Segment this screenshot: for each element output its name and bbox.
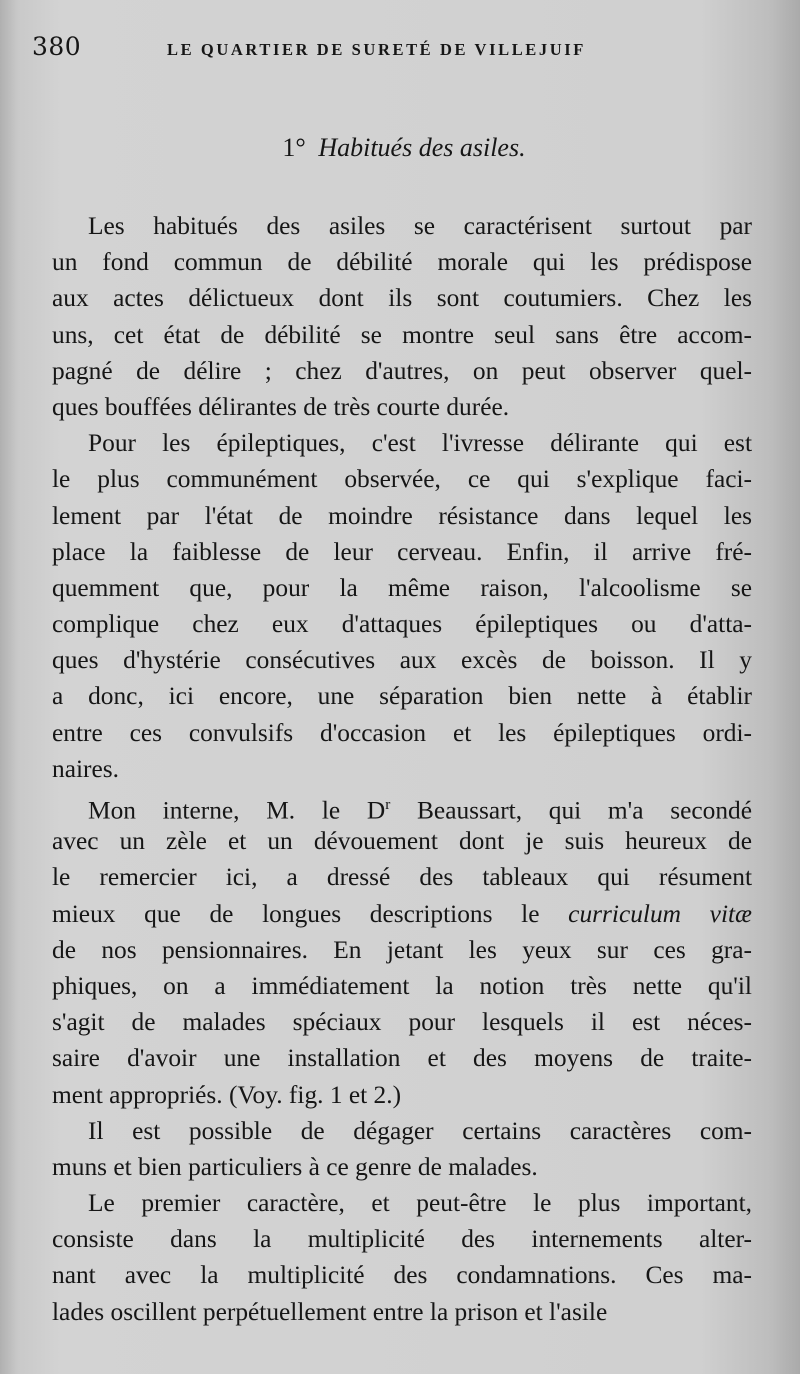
paragraph <box>52 425 752 787</box>
text-line: mieux que de longues descriptions le curriculum vitæ <box>52 899 752 928</box>
text-line: consiste dans la multiplicité des internements alter- <box>52 1225 752 1254</box>
text-line: Le premier caractère, et peut-être le plus important, <box>88 1189 752 1218</box>
paragraph <box>52 208 752 425</box>
text-line: Mon interne, M. le $D^r$ Beaussart, qui m'a secondé <box>88 796 752 825</box>
text-line: le plus communément observée, ce qui s'explique faci- <box>52 465 752 494</box>
text-line: entre ces convulsifs d'occasion et les épileptiques ordi- <box>52 718 752 747</box>
italic-phrase: curriculum vitæ <box>568 899 752 928</box>
text-line: quemment que, pour la même raison, l'alcoolisme se <box>52 573 752 602</box>
text-line: avec un zèle et un dévouement dont je suis heureux de <box>52 827 752 856</box>
text-line: ment appropriés. (Voy. fig. 1 et 2.) <box>52 1080 402 1109</box>
section-title: Habitués des asiles. <box>318 133 526 162</box>
text-line: Les habitués des asiles se caractérisent surtout par <box>88 212 752 240</box>
text-line: un fond commun de débilité morale qui les prédispose <box>52 248 752 277</box>
running-title: LE QUARTIER DE SURETÉ DE VILLEJUIF <box>167 40 586 59</box>
text-line: complique chez eux d'attaques épileptiques ou d'atta- <box>52 610 752 639</box>
text-line: lement par l'état de moindre résistance dans lequel les <box>52 501 752 530</box>
text-line: ques bouffées délirantes de très courte durée. <box>52 392 510 421</box>
body-text <box>52 208 752 1330</box>
text-line: phiques, on a immédiatement la notion très nette qu'il <box>52 971 752 1000</box>
text-line: saire d'avoir une installation et des moyens de traite- <box>52 1044 752 1073</box>
page-number: 380 <box>32 32 82 61</box>
text-line: Pour les épileptiques, c'est l'ivresse délirante qui est <box>88 429 752 458</box>
text-line: muns et bien particuliers à ce genre de malades. <box>52 1152 538 1181</box>
page-header <box>30 32 770 66</box>
text-line: place la faiblesse de leur cerveau. Enfin, il arrive fré- <box>52 537 752 566</box>
text-line: pagné de délire ; chez d'autres, on peut observer quel- <box>52 356 752 385</box>
text-line: Il est possible de dégager certains caractères com- <box>88 1116 752 1145</box>
section-number: 1° <box>282 133 306 162</box>
section-heading <box>0 133 800 163</box>
text-line: s'agit de malades spéciaux pour lesquels il est néces- <box>52 1008 752 1037</box>
text-line: aux actes délictueux dont ils sont coutumiers. Chez les <box>52 284 752 313</box>
text-line: le remercier ici, a dressé des tableaux qui résument <box>52 863 752 892</box>
text-line: lades oscillent perpétuellement entre la prison et l'asile <box>52 1297 608 1326</box>
text-line: ques d'hystérie consécutives aux excès de boisson. Il y <box>52 646 752 675</box>
text-line: uns, cet état de débilité se montre seul sans être accom- <box>52 320 752 349</box>
text-line: de nos pensionnaires. En jetant les yeux sur ces gra- <box>52 935 752 964</box>
paragraph <box>52 1185 752 1330</box>
text-line: naires. <box>52 754 119 783</box>
text-line: a donc, ici encore, une séparation bien nette à établir <box>52 682 752 711</box>
paragraph <box>52 787 752 1113</box>
text-line: nant avec la multiplicité des condamnations. Ces ma- <box>52 1261 752 1290</box>
paragraph <box>52 1113 752 1185</box>
